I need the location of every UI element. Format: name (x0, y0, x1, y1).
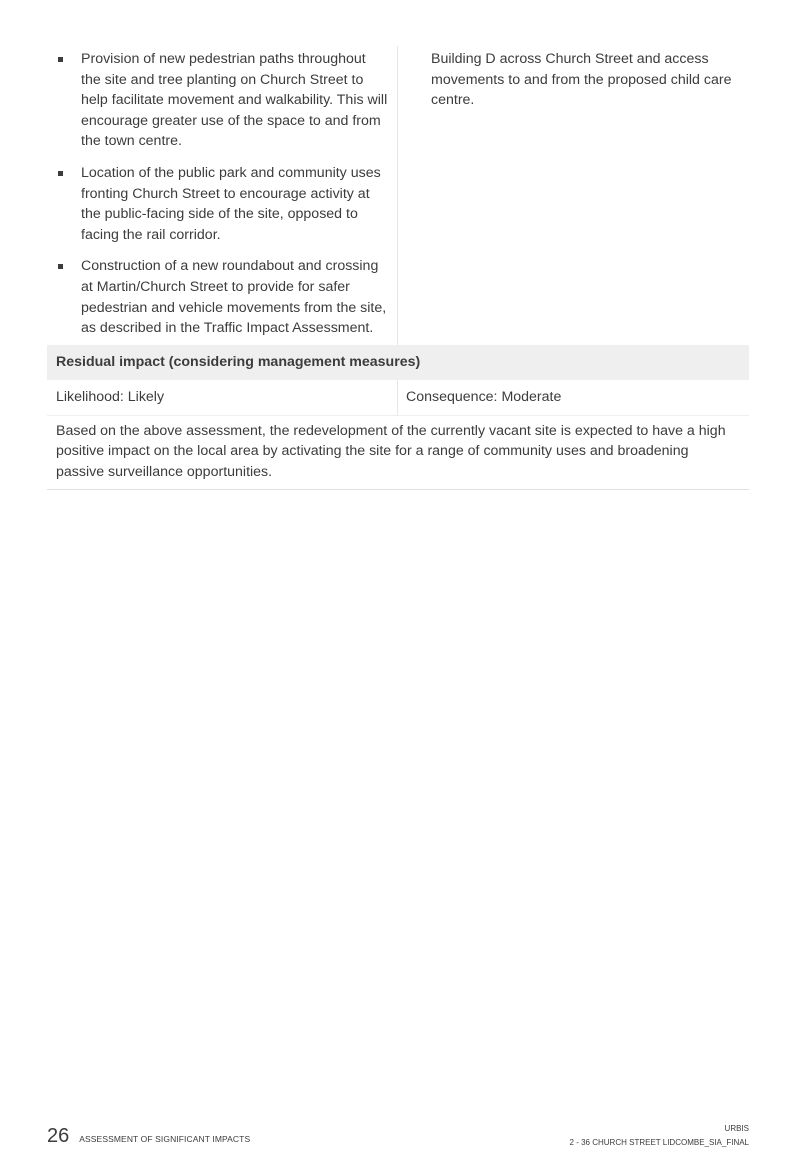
measure-continuation-text: Building D across Church Street and access movements to and from the proposed child care centre. (431, 51, 732, 109)
list-item (56, 256, 389, 338)
management-measures-row (47, 46, 749, 345)
list-item (56, 163, 389, 245)
footer-right (570, 1122, 749, 1150)
page-number: 26 (47, 1125, 70, 1147)
document-name: 2 - 36 CHURCH STREET LIDCOMBE_SIA_FINAL (569, 1138, 749, 1147)
measure-text: Location of the public park and community uses fronting Church Street to encourage activity at the public-facing side of the site, opposed to facing the rail corridor. (81, 164, 381, 243)
footer-left (47, 1125, 250, 1148)
residual-impact-heading-row (47, 345, 749, 380)
measures-left-cell (47, 46, 398, 345)
rating-row (47, 380, 749, 416)
consequence-cell: Consequence: Moderate (398, 380, 749, 416)
measures-bullet-list (56, 49, 389, 339)
square-bullet-icon (58, 171, 63, 176)
likelihood-cell: Likelihood: Likely (47, 380, 398, 416)
section-name: ASSESSMENT OF SIGNIFICANT IMPACTS (79, 1134, 251, 1144)
list-item (56, 49, 389, 152)
measure-text: Construction of a new roundabout and crossing at Martin/Church Street to provide for safer pedestrian and vehicle movements from the site, as described in the Traffic Impact Assessment. (81, 258, 387, 337)
residual-impact-heading: Residual impact (considering management measures) (56, 353, 421, 370)
measures-right-cell (398, 46, 749, 345)
measure-text: Provision of new pedestrian paths throughout the site and tree planting on Church Street to help facilitate movement and walkability. This will encourage greater use of the space to and from the town centre. (81, 51, 388, 150)
company-name: URBIS (724, 1124, 749, 1133)
conclusion-row (47, 416, 749, 489)
conclusion-text: Based on the above assessment, the redevelopment of the currently vacant site is expected to have a high positive impact on the local area by activating the site for a range of community uses and broadening passive surveillance opportunities. (56, 422, 726, 480)
square-bullet-icon (58, 57, 63, 62)
impact-assessment-table (47, 46, 749, 490)
square-bullet-icon (58, 264, 63, 269)
